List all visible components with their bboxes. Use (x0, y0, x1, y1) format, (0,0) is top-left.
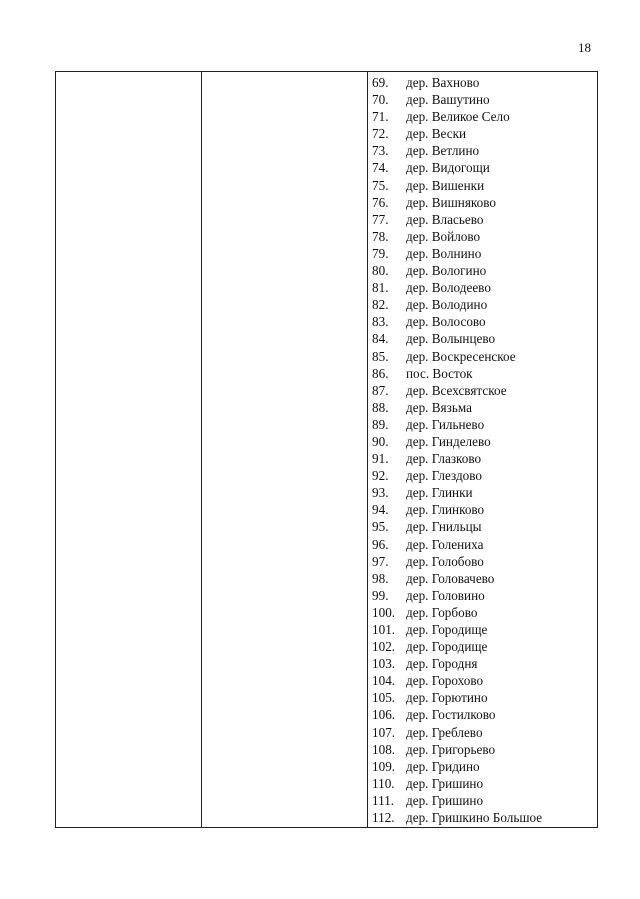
settlement-number: 99. (372, 587, 389, 603)
settlement-item (372, 621, 542, 638)
settlements-table (55, 71, 598, 828)
settlement-number: 102. (372, 639, 396, 655)
settlement-number: 84. (372, 331, 389, 347)
settlement-name: пос. Восток (406, 365, 473, 381)
table-column-divider (201, 72, 202, 827)
settlement-item (372, 724, 542, 741)
settlement-number: 106. (372, 707, 396, 723)
settlement-name: дер. Вологино (406, 263, 487, 279)
settlement-number: 95. (372, 519, 389, 535)
settlement-name: дер. Головино (406, 587, 485, 603)
settlement-item (372, 518, 542, 535)
settlement-name: дер. Володеево (406, 280, 491, 296)
settlement-name: дер. Вишняково (406, 194, 496, 210)
settlement-item (372, 330, 542, 347)
settlement-number: 91. (372, 451, 389, 467)
settlement-name: дер. Вески (406, 126, 467, 142)
settlement-name: дер. Гридино (406, 758, 480, 774)
settlement-name: дер. Гришино (406, 775, 484, 791)
settlement-number: 105. (372, 690, 396, 706)
settlement-name: дер. Гостилково (406, 707, 496, 723)
settlement-number: 76. (372, 194, 389, 210)
settlement-number: 88. (372, 399, 389, 415)
settlement-name: дер. Гнильцы (406, 519, 482, 535)
settlement-item (372, 587, 542, 604)
settlement-number: 74. (372, 160, 389, 176)
settlement-item (372, 348, 542, 365)
settlement-number: 104. (372, 673, 396, 689)
settlement-item (372, 416, 542, 433)
settlement-name: дер. Григорьево (406, 741, 496, 757)
settlement-name: дер. Голобово (406, 553, 484, 569)
settlement-number: 73. (372, 143, 389, 159)
settlement-item (372, 262, 542, 279)
settlement-name: дер. Ветлино (406, 143, 480, 159)
settlement-number: 111. (372, 792, 395, 808)
settlement-item (372, 655, 542, 672)
settlement-name: дер. Гришино (406, 792, 484, 808)
settlement-name: дер. Вашутино (406, 92, 490, 108)
settlement-item (372, 433, 542, 450)
settlement-name: дер. Глинки (406, 485, 473, 501)
settlement-name: дер. Волнино (406, 245, 482, 261)
settlement-number: 108. (372, 741, 396, 757)
settlement-name: дер. Городище (406, 639, 488, 655)
settlement-item (372, 108, 542, 125)
settlement-number: 87. (372, 382, 389, 398)
settlement-list (372, 74, 542, 826)
settlement-item (372, 177, 542, 194)
settlement-name: дер. Волосово (406, 314, 486, 330)
settlement-number: 92. (372, 468, 389, 484)
settlement-item (372, 484, 542, 501)
settlement-name: дер. Глазково (406, 451, 482, 467)
settlement-name: дер. Видогощи (406, 160, 490, 176)
settlement-name: дер. Голениха (406, 536, 484, 552)
settlement-number: 90. (372, 433, 389, 449)
settlement-item (372, 279, 542, 296)
settlement-number: 75. (372, 177, 389, 193)
settlement-name: дер. Горохово (406, 673, 484, 689)
settlement-item (372, 638, 542, 655)
settlement-item (372, 450, 542, 467)
settlement-number: 97. (372, 553, 389, 569)
settlement-number: 98. (372, 570, 389, 586)
settlement-name: дер. Всехсвятское (406, 382, 507, 398)
settlement-name: дер. Великое Село (406, 109, 510, 125)
settlement-item (372, 91, 542, 108)
settlement-name: дер. Глинково (406, 502, 485, 518)
settlement-name: дер. Воскресенское (406, 348, 516, 364)
settlement-item (372, 245, 542, 262)
settlement-number: 107. (372, 724, 396, 740)
settlement-number: 78. (372, 228, 389, 244)
settlement-item (372, 211, 542, 228)
settlement-name: дер. Гинделево (406, 433, 491, 449)
settlement-number: 100. (372, 604, 396, 620)
settlement-name: дер. Войлово (406, 228, 481, 244)
settlement-number: 71. (372, 109, 389, 125)
settlement-item (372, 125, 542, 142)
settlement-number: 96. (372, 536, 389, 552)
settlement-item (372, 706, 542, 723)
settlement-item (372, 536, 542, 553)
settlement-item (372, 501, 542, 518)
settlement-name: дер. Власьево (406, 211, 484, 227)
settlement-name: дер. Вахново (406, 75, 480, 90)
settlement-number: 110. (372, 775, 395, 791)
settlement-number: 80. (372, 263, 389, 279)
settlement-item (372, 296, 542, 313)
settlement-number: 103. (372, 656, 396, 672)
settlement-number: 81. (372, 280, 389, 296)
settlement-number: 86. (372, 365, 389, 381)
settlement-name: дер. Гришкино Большое (406, 810, 543, 826)
settlement-number: 109. (372, 758, 396, 774)
settlement-item (372, 741, 542, 758)
settlement-name: дер. Глездово (406, 468, 482, 484)
settlement-name: дер. Волынцево (406, 331, 496, 347)
settlement-number: 94. (372, 502, 389, 518)
settlement-number: 72. (372, 126, 389, 142)
settlement-item (372, 689, 542, 706)
settlement-item (372, 775, 542, 792)
settlement-number: 112. (372, 810, 395, 826)
settlement-number: 79. (372, 245, 389, 261)
settlement-number: 85. (372, 348, 389, 364)
settlement-name: дер. Гильнево (406, 416, 485, 432)
settlement-item (372, 792, 542, 809)
settlement-number: 70. (372, 92, 389, 108)
settlement-name: дер. Греблево (406, 724, 483, 740)
settlement-item (372, 570, 542, 587)
settlement-number: 77. (372, 211, 389, 227)
settlement-name: дер. Володино (406, 297, 488, 313)
settlement-item (372, 672, 542, 689)
settlement-item (372, 382, 542, 399)
settlement-name: дер. Головачево (406, 570, 495, 586)
table-column-divider (367, 72, 368, 827)
settlement-number: 69. (372, 75, 389, 90)
settlement-item (372, 313, 542, 330)
settlement-item (372, 809, 542, 826)
page-number: 18 (578, 40, 591, 55)
settlement-item (372, 467, 542, 484)
settlement-name: дер. Горбово (406, 604, 478, 620)
settlement-item (372, 228, 542, 245)
settlement-item (372, 159, 542, 176)
settlement-item (372, 365, 542, 382)
settlement-item (372, 194, 542, 211)
settlement-item (372, 399, 542, 416)
settlement-item (372, 74, 542, 91)
settlement-item (372, 758, 542, 775)
settlement-number: 93. (372, 485, 389, 501)
settlement-item (372, 553, 542, 570)
settlement-name: дер. Вишенки (406, 177, 485, 193)
settlement-name: дер. Городище (406, 622, 488, 637)
settlement-number: 83. (372, 314, 389, 330)
settlement-name: дер. Городня (406, 656, 478, 672)
settlement-name: дер. Вязьма (406, 399, 472, 415)
settlement-number: 82. (372, 297, 389, 313)
settlement-name: дер. Горютино (406, 690, 488, 706)
settlement-number: 101. (372, 622, 396, 637)
settlement-item (372, 604, 542, 621)
settlement-number: 89. (372, 416, 389, 432)
settlement-item (372, 142, 542, 159)
